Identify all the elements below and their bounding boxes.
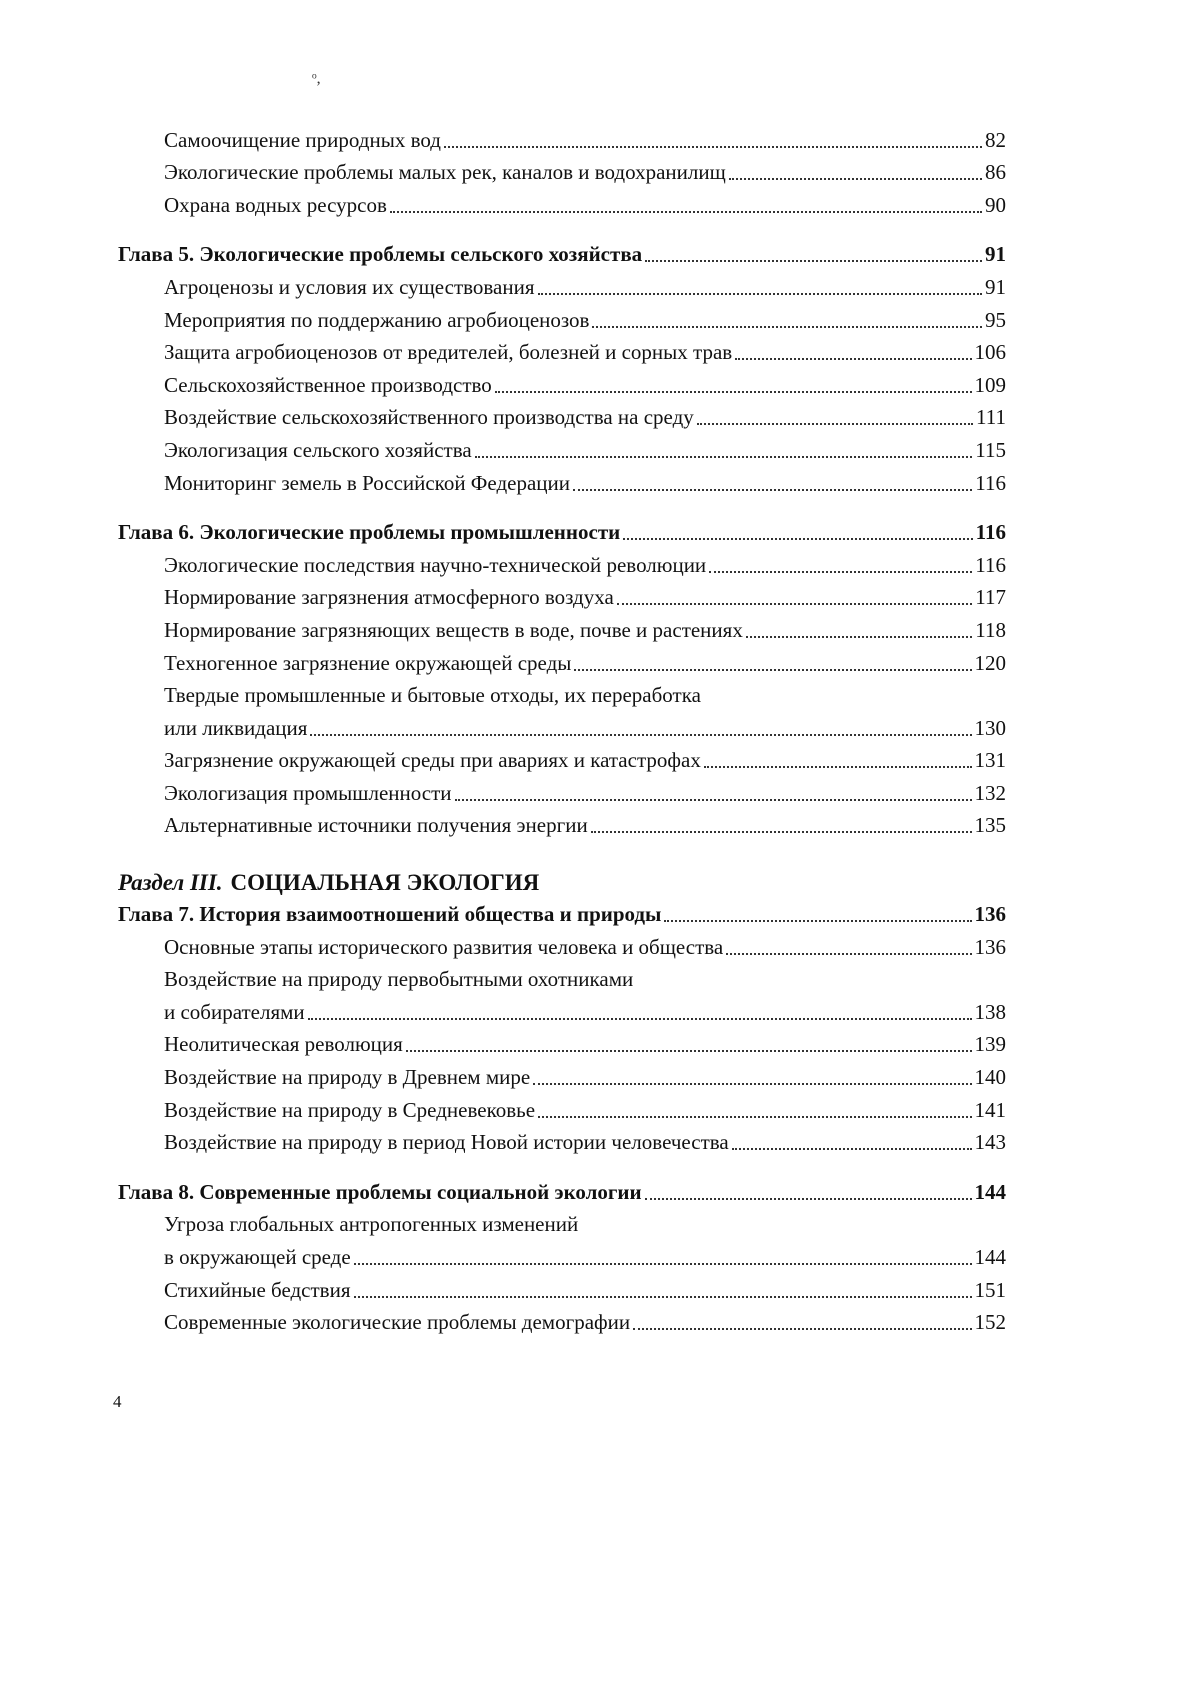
toc-chapter-entry[interactable] xyxy=(118,1174,1006,1207)
dot-leader xyxy=(729,178,982,180)
toc-entry[interactable] xyxy=(118,710,1006,743)
toc-page-number: 120 xyxy=(974,650,1006,675)
toc-entry-title: Сельскохозяйственное производство xyxy=(164,372,492,397)
toc-entry[interactable] xyxy=(118,1092,1006,1125)
toc-entry[interactable] xyxy=(118,678,1006,711)
toc-page-number: 140 xyxy=(974,1065,1006,1090)
toc-entry-title: и собирателями xyxy=(164,999,305,1024)
toc-entry[interactable] xyxy=(118,929,1006,962)
toc-entry-title: Агроценозы и условия их существования xyxy=(164,274,535,299)
dot-leader xyxy=(704,766,972,768)
toc-page-number: 116 xyxy=(975,520,1006,545)
toc-entry[interactable] xyxy=(118,962,1006,995)
dot-leader xyxy=(390,211,982,213)
toc-entry-title: Воздействие на природу в Древнем мире xyxy=(164,1065,531,1090)
toc-entry-title: Основные этапы исторического развития человека и общества xyxy=(164,934,724,959)
dot-leader xyxy=(354,1296,972,1298)
toc-page-number: 90 xyxy=(985,192,1006,217)
dot-leader xyxy=(406,1050,972,1052)
toc-entry[interactable] xyxy=(118,155,1006,188)
toc-page-number: 132 xyxy=(974,780,1006,805)
dot-leader xyxy=(354,1263,972,1265)
dot-leader xyxy=(746,636,972,638)
dot-leader xyxy=(455,799,972,801)
toc-entry[interactable] xyxy=(118,612,1006,645)
toc-chapter-entry[interactable] xyxy=(118,515,1006,548)
toc-page-number: 109 xyxy=(974,372,1006,397)
dot-leader xyxy=(310,734,971,736)
toc-entry-title: в окружающей среде xyxy=(164,1245,351,1269)
toc-entry[interactable] xyxy=(118,302,1006,335)
toc-page-number: 143 xyxy=(974,1130,1006,1155)
toc-entry-title: Экологизация промышленности xyxy=(164,780,452,805)
toc-entry[interactable] xyxy=(118,1059,1006,1092)
toc-entry-title: Экологические проблемы малых рек, каналов и водохранилищ xyxy=(164,160,726,185)
toc-chapter-entry[interactable] xyxy=(118,896,1006,929)
dot-leader xyxy=(697,423,973,425)
toc-entry[interactable] xyxy=(118,547,1006,580)
toc-entry-title: Нормирование загрязнения атмосферного воздуха xyxy=(164,585,614,610)
dot-leader xyxy=(617,603,972,605)
toc-entry[interactable] xyxy=(118,432,1006,465)
toc-page-number: 117 xyxy=(975,585,1006,610)
dot-leader xyxy=(623,538,972,540)
toc-entry-title: Техногенное загрязнение окружающей среды xyxy=(164,650,572,675)
toc-entry[interactable] xyxy=(118,1125,1006,1158)
toc-page-number: 136 xyxy=(974,902,1006,927)
toc-entry-title: Охрана водных ресурсов xyxy=(164,192,387,217)
dot-leader xyxy=(538,1116,971,1118)
toc-spacer xyxy=(118,220,1006,237)
toc-page-number: 144 xyxy=(974,1245,1006,1269)
toc-entry-title: Современные экологические проблемы демографии xyxy=(164,1310,631,1335)
toc-entry[interactable] xyxy=(118,1207,1006,1240)
toc-entry[interactable] xyxy=(118,122,1006,155)
section-heading xyxy=(118,862,1006,896)
toc-entry[interactable] xyxy=(118,367,1006,400)
toc-entry[interactable] xyxy=(118,1305,1006,1338)
toc-page-number: 141 xyxy=(974,1097,1006,1122)
toc-entry-title: Глава 7. История взаимоотношений общества и природы xyxy=(118,902,662,927)
toc-page-number: 91 xyxy=(985,242,1006,267)
dot-leader xyxy=(726,953,971,955)
toc-entry-title: Твердые промышленные и бытовые отходы, их переработка xyxy=(164,683,701,708)
dot-leader xyxy=(475,456,973,458)
dot-leader xyxy=(735,358,971,360)
toc-page-number: 116 xyxy=(975,470,1006,495)
toc-entry-title: Самоочищение природных вод xyxy=(164,127,441,152)
dot-leader xyxy=(709,571,972,573)
table-of-contents xyxy=(118,122,1006,1337)
toc-entry-title: или ликвидация xyxy=(164,715,308,740)
dot-leader xyxy=(633,1328,971,1330)
toc-page-number: 116 xyxy=(975,552,1006,577)
toc-page-number: 130 xyxy=(974,715,1006,740)
toc-page-number: 138 xyxy=(974,999,1006,1024)
toc-entry[interactable] xyxy=(118,1027,1006,1060)
toc-entry-title: Воздействие на природу в период Новой истории человечества xyxy=(164,1130,729,1155)
toc-entry[interactable] xyxy=(118,465,1006,498)
toc-entry-title: Воздействие на природу первобытными охотниками xyxy=(164,967,634,992)
dot-leader xyxy=(308,1018,972,1020)
toc-entry-title: Глава 8. Современные проблемы социальной экологии xyxy=(118,1179,642,1204)
toc-entry-title: Угроза глобальных антропогенных изменений xyxy=(164,1212,579,1237)
dot-leader xyxy=(645,260,982,262)
toc-entry-title: Экологизация сельского хозяйства xyxy=(164,437,472,462)
toc-page-number: 135 xyxy=(974,813,1006,838)
toc-page-number: 144 xyxy=(974,1179,1006,1204)
toc-entry[interactable] xyxy=(118,775,1006,808)
toc-page-number: 118 xyxy=(975,617,1006,642)
toc-page-number: 131 xyxy=(974,748,1006,773)
toc-page-number: 115 xyxy=(975,437,1006,462)
toc-entry-title: Защита агробиоценозов от вредителей, болезней и сорных трав xyxy=(164,340,733,365)
toc-page-number: 82 xyxy=(985,127,1006,152)
toc-entry-title: Глава 5. Экологические проблемы сельского хозяйства xyxy=(118,242,643,267)
dot-leader xyxy=(591,831,972,833)
toc-entry-title: Альтернативные источники получения энергии xyxy=(164,813,588,838)
toc-page-number: 151 xyxy=(974,1277,1006,1302)
toc-page-number: 91 xyxy=(985,274,1006,299)
dot-leader xyxy=(645,1198,972,1200)
toc-entry[interactable] xyxy=(118,994,1006,1027)
dot-leader xyxy=(664,920,971,922)
dot-leader xyxy=(574,669,971,671)
toc-entry[interactable] xyxy=(118,1272,1006,1305)
toc-page-number: 95 xyxy=(985,307,1006,332)
toc-entry-title: Воздействие сельскохозяйственного производства на среду xyxy=(164,405,694,430)
toc-entry[interactable] xyxy=(118,580,1006,613)
toc-entry[interactable] xyxy=(118,400,1006,433)
toc-entry-title: Мониторинг земель в Российской Федерации xyxy=(164,470,570,495)
toc-page-number: 139 xyxy=(974,1032,1006,1057)
dot-leader xyxy=(444,146,982,148)
toc-entry[interactable] xyxy=(118,645,1006,678)
dot-leader xyxy=(538,293,983,295)
toc-chapter-entry[interactable] xyxy=(118,237,1006,270)
toc-entry-title: Загрязнение окружающей среды при авариях и катастрофах xyxy=(164,748,701,773)
toc-entry[interactable] xyxy=(118,269,1006,302)
toc-entry-title: Неолитическая революция xyxy=(164,1032,403,1057)
toc-page-number: 136 xyxy=(974,934,1006,959)
toc-entry[interactable] xyxy=(118,808,1006,841)
toc-entry[interactable] xyxy=(118,187,1006,220)
toc-entry-title: Экологические последствия научно-технической революции xyxy=(164,552,707,577)
toc-entry-title: Глава 6. Экологические проблемы промышленности xyxy=(118,520,621,545)
page-number: 4 xyxy=(113,1392,122,1411)
toc-entry-title: Мероприятия по поддержанию агробиоценозов xyxy=(164,307,590,332)
section-spacer xyxy=(118,840,1006,862)
toc-entry-title: Нормирование загрязняющих веществ в воде, почве и растениях xyxy=(164,617,743,642)
toc-spacer xyxy=(118,1157,1006,1174)
toc-entry[interactable] xyxy=(118,743,1006,776)
toc-entry-title: Стихийные бедствия xyxy=(164,1277,351,1302)
dot-leader xyxy=(495,391,972,393)
toc-page-number: 111 xyxy=(976,405,1006,430)
top-mark: ᵒ, xyxy=(312,70,321,87)
section-label: Раздел III. xyxy=(118,870,223,896)
toc-entry[interactable] xyxy=(118,335,1006,368)
section-title: СОЦИАЛЬНАЯ ЭКОЛОГИЯ xyxy=(230,870,540,896)
dot-leader xyxy=(732,1148,972,1150)
dot-leader xyxy=(592,326,982,328)
toc-spacer xyxy=(118,498,1006,515)
toc-page-number: 86 xyxy=(985,160,1006,185)
toc-page-number: 106 xyxy=(974,340,1006,365)
dot-leader xyxy=(533,1083,971,1085)
toc-entry[interactable] xyxy=(118,1239,1006,1272)
toc-entry-title: Воздействие на природу в Средневековье xyxy=(164,1097,536,1122)
dot-leader xyxy=(573,489,972,491)
toc-page-number: 152 xyxy=(974,1310,1006,1335)
